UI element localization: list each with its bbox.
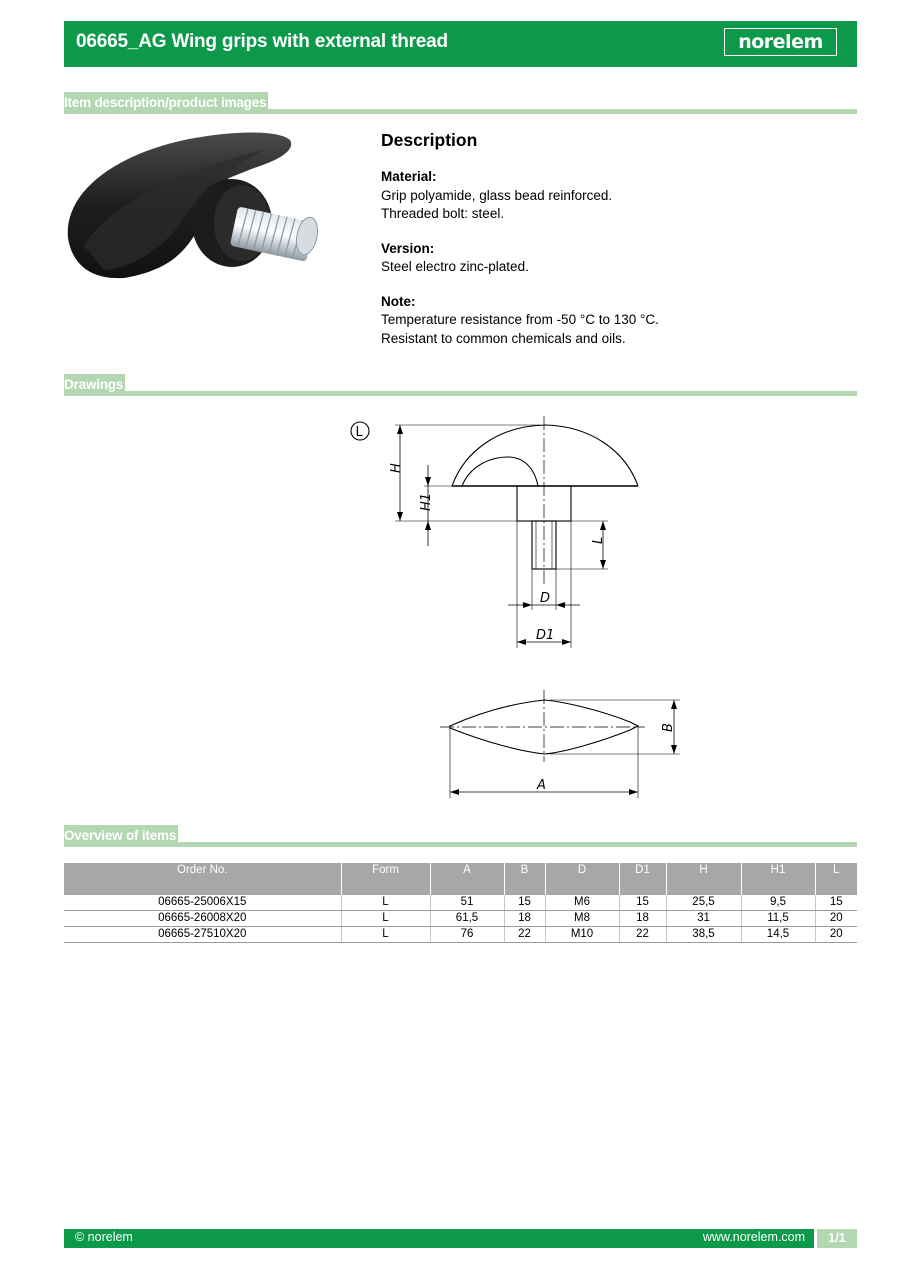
page-title: 06665_AG Wing grips with external thread <box>76 31 448 52</box>
col-header-order-no: Order No. <box>64 863 341 895</box>
cell-h: 31 <box>666 911 741 927</box>
cell-order-no: 06665-26008X20 <box>64 911 341 927</box>
table-row[interactable] <box>64 911 857 927</box>
section-title: Item description/product images <box>64 92 268 114</box>
note-block <box>381 293 841 349</box>
cell-l: 20 <box>815 911 857 927</box>
cell-form: L <box>341 927 430 943</box>
note-text-1: Temperature resistance from -50 °C to 130 °C. <box>381 312 659 327</box>
col-header-b: B <box>504 863 545 895</box>
page-footer <box>64 1229 857 1248</box>
section-drawings <box>64 373 857 396</box>
form-label: L <box>355 425 363 440</box>
cell-h: 38,5 <box>666 927 741 943</box>
material-text-1: Grip polyamide, glass bead reinforced. <box>381 187 613 203</box>
website-link[interactable]: www.norelem.com <box>702 1230 805 1244</box>
norelem-logo: norelem <box>724 28 837 56</box>
version-block <box>381 240 841 277</box>
cell-a: 76 <box>430 927 504 943</box>
version-text-1: Steel electro zinc-plated. <box>381 259 529 274</box>
col-header-h1: H1 <box>741 863 815 895</box>
cell-order-no: 06665-25006X15 <box>64 895 341 911</box>
cell-d1: 18 <box>619 911 666 927</box>
material-title: Material: <box>381 169 437 184</box>
items-table <box>64 863 857 943</box>
cell-h1: 9,5 <box>741 895 815 911</box>
dim-label-d1: D1 <box>536 628 555 643</box>
cell-d1: 22 <box>619 927 666 943</box>
table-row[interactable] <box>64 895 857 911</box>
section-title: Drawings <box>64 374 125 396</box>
cell-h1: 14,5 <box>741 927 815 943</box>
cell-l: 15 <box>815 895 857 911</box>
dim-label-h1: H1 <box>419 492 434 511</box>
col-header-a: A <box>430 863 504 895</box>
table-row[interactable] <box>64 927 857 943</box>
cell-a: 51 <box>430 895 504 911</box>
page-number: 1/1 <box>817 1229 857 1248</box>
material-block <box>381 168 841 224</box>
col-header-form: Form <box>341 863 430 895</box>
dim-label-h: H <box>389 463 404 473</box>
cell-form: L <box>341 895 430 911</box>
section-overview <box>64 824 857 847</box>
cell-b: 18 <box>504 911 545 927</box>
note-text-2: Resistant to common chemicals and oils. <box>381 330 626 346</box>
cell-b: 15 <box>504 895 545 911</box>
description-block <box>381 128 841 364</box>
description-heading: Description <box>381 130 478 150</box>
dim-label-b: B <box>661 723 676 732</box>
dim-label-l: L <box>591 536 606 544</box>
dim-label-a: A <box>537 778 546 793</box>
dim-label-d: D <box>540 591 551 606</box>
technical-drawing <box>340 410 700 810</box>
cell-h: 25,5 <box>666 895 741 911</box>
cell-d: M8 <box>545 911 619 927</box>
section-item-description <box>64 91 857 114</box>
cell-d: M10 <box>545 927 619 943</box>
col-header-d: D <box>545 863 619 895</box>
section-title: Overview of items <box>64 825 178 847</box>
cell-a: 61,5 <box>430 911 504 927</box>
cell-l: 20 <box>815 927 857 943</box>
product-image <box>64 128 334 288</box>
col-header-d1: D1 <box>619 863 666 895</box>
cell-d1: 15 <box>619 895 666 911</box>
cell-form: L <box>341 911 430 927</box>
note-title: Note: <box>381 293 416 309</box>
cell-b: 22 <box>504 927 545 943</box>
material-text-2: Threaded bolt: steel. <box>381 206 505 221</box>
cell-order-no: 06665-27510X20 <box>64 927 341 943</box>
table-header-row <box>64 863 857 895</box>
cell-d: M6 <box>545 895 619 911</box>
cell-h1: 11,5 <box>741 911 815 927</box>
version-title: Version: <box>381 240 435 256</box>
copyright-text: © norelem <box>75 1230 133 1244</box>
col-header-l: L <box>815 863 857 895</box>
col-header-h: H <box>666 863 741 895</box>
page-header <box>64 21 857 67</box>
